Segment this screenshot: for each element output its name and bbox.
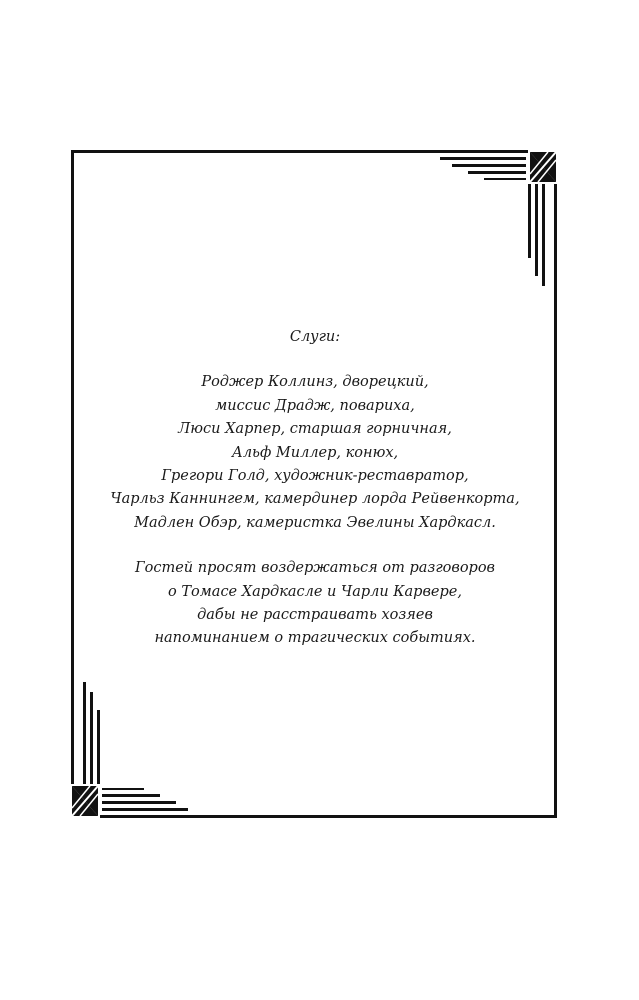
page-content [100, 326, 530, 651]
list-item: Мадлен Обэр, камеристка Эвелины Хардкасл. [134, 514, 496, 531]
list-item: Альф Миллер, конюх, [231, 444, 399, 461]
list-item: Роджер Коллинз, дворецкий, [201, 374, 429, 391]
guest-notice [100, 557, 530, 651]
corner-ornament-top-right [440, 148, 560, 288]
corner-ornament-bottom-left [68, 680, 188, 820]
list-item: миссис Драдж, повариха, [215, 397, 415, 414]
servants-list [100, 371, 530, 535]
notice-line: напоминанием о трагических событиях. [154, 630, 476, 647]
list-item: Грегори Голд, художник-реставратор, [161, 468, 469, 485]
list-item: Люси Харпер, старшая горничная, [178, 421, 452, 438]
list-item: Чарльз Каннингем, камердинер лорда Рейвенкорта, [110, 491, 520, 508]
notice-line: Гостей просят воздержаться от разговоров [135, 560, 495, 577]
notice-line: о Томасе Хардкасле и Чарли Карвере, [168, 583, 462, 600]
section-heading: Слуги: [289, 329, 341, 345]
notice-line: дабы не расстраивать хозяев [197, 607, 433, 624]
